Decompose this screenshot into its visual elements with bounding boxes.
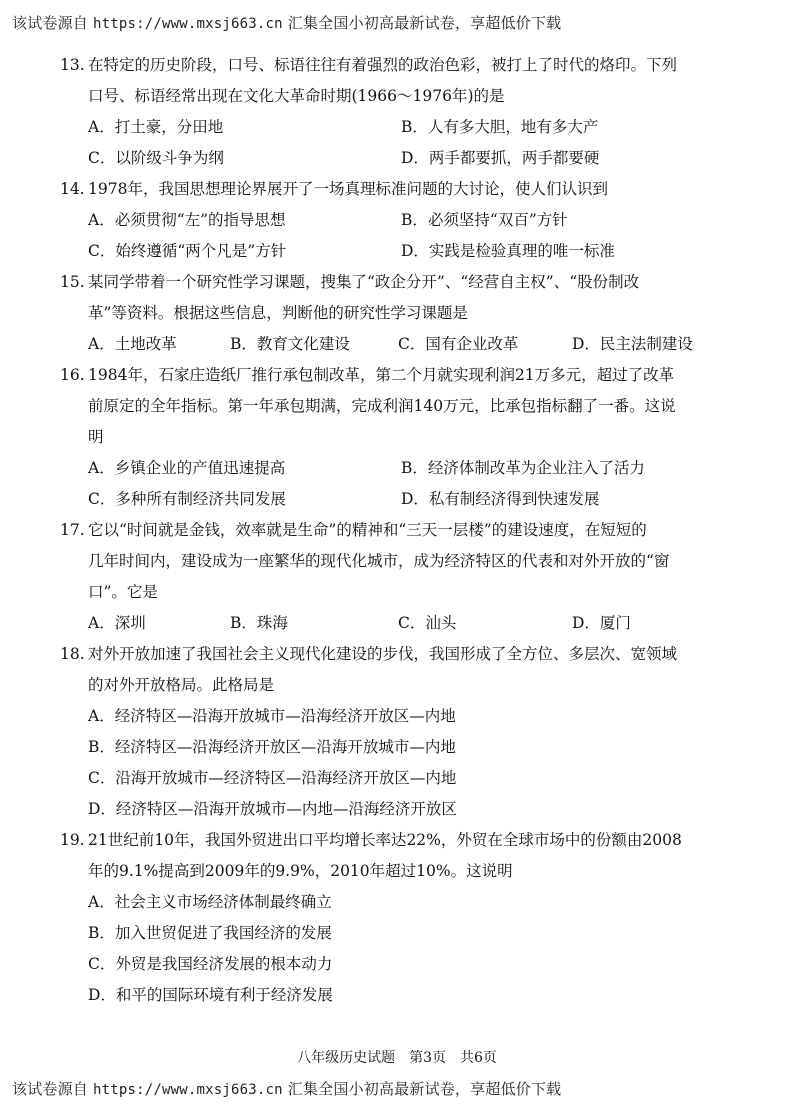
option-a[interactable]: A．土地改革 (88, 335, 177, 353)
question-stem: 19. 21世纪前10年，我国外贸进出口平均增长率达22%，外贸在全球市场中的份额由2008 (60, 825, 740, 856)
option-c[interactable]: C．汕头 (398, 614, 457, 632)
option-a[interactable]: A．乡镇企业的产值迅速提高 (88, 459, 286, 477)
question-stem-line: 的对外开放格局。此格局是 (88, 676, 275, 694)
question-stem: 17. 它以“时间就是金钱，效率就是生命”的精神和“三天一层楼”的建设速度，在短短的 (60, 515, 740, 546)
question-stem-line: 口号、标语经常出现在文化大革命时期(1966～1976年)的是 (88, 87, 505, 105)
option-group (60, 112, 740, 174)
question-stem-line: 口”。它是 (88, 583, 158, 601)
page-footer: 八年级历史试题 第3页 共6页 (297, 1050, 497, 1066)
question-number: 16. (60, 366, 85, 384)
option-group (60, 329, 740, 360)
option-c[interactable]: C．始终遵循“两个凡是”方针 (88, 242, 287, 260)
question-list (60, 50, 740, 1011)
option-b[interactable]: B．经济体制改革为企业注入了活力 (401, 459, 645, 477)
option-b[interactable]: B．人有多大胆，地有多大产 (401, 118, 599, 136)
option-a[interactable]: A．必须贯彻“左”的指导思想 (88, 211, 286, 229)
option-b[interactable]: B．加入世贸促进了我国经济的发展 (88, 924, 332, 942)
option-b[interactable]: B．经济特区—沿海经济开放区—沿海开放城市—内地 (88, 738, 456, 756)
question-13 (60, 50, 740, 174)
question-number: 15. (60, 273, 85, 291)
watermark-url[interactable]: https://www.mxsj663.cn (92, 16, 283, 32)
option-b[interactable]: B．必须坚持“双百”方针 (401, 211, 568, 229)
option-c[interactable]: C．国有企业改革 (398, 335, 519, 353)
option-a[interactable]: A．深圳 (88, 614, 146, 632)
question-number: 13. (60, 56, 85, 74)
question-stem-line: 年的9.1%提高到2009年的9.9%，2010年超过10%。这说明 (88, 862, 513, 880)
question-stem-line: 几年时间内，建设成为一座繁华的现代化城市，成为经济特区的代表和对外开放的“窗 (88, 552, 670, 570)
question-stem-line: 前原定的全年指标。第一年承包期满，完成利润140万元，比承包指标翻了一番。这说 (88, 397, 676, 415)
question-18 (60, 639, 740, 825)
question-14 (60, 174, 740, 267)
option-c[interactable]: C．沿海开放城市—经济特区—沿海经济开放区—内地 (88, 769, 457, 787)
option-d[interactable]: D．实践是检验真理的唯一标准 (401, 242, 615, 260)
question-15 (60, 267, 740, 360)
watermark-suffix: 汇集全国小初高最新试卷，享超低价下载 (282, 14, 562, 32)
option-b[interactable]: B．教育文化建设 (230, 335, 350, 353)
option-a[interactable]: A．打土豪，分田地 (88, 118, 224, 136)
question-stem-line: 革”等资料。根据这些信息，判断他的研究性学习课题是 (88, 304, 468, 322)
option-d[interactable]: D．民主法制建设 (572, 335, 693, 353)
option-d[interactable]: D．经济特区—沿海开放城市—内地—沿海经济开放区 (88, 800, 457, 818)
option-group (60, 205, 740, 267)
option-d[interactable]: D．私有制经济得到快速发展 (401, 490, 600, 508)
watermark-url[interactable]: https://www.mxsj663.cn (92, 1082, 283, 1098)
question-stem-line: 明 (88, 428, 104, 446)
question-stem: 13. 在特定的历史阶段，口号、标语往往有着强烈的政治色彩，被打上了时代的烙印。下列 (60, 50, 740, 81)
question-number: 14. (60, 180, 85, 198)
watermark-footer (12, 1078, 561, 1099)
question-stem: 16. 1984年，石家庄造纸厂推行承包制改革，第二个月就实现利润21万多元，超过了改革 (60, 360, 740, 391)
question-stem: 18. 对外开放加速了我国社会主义现代化建设的步伐，我国形成了全方位、多层次、宽领域 (60, 639, 740, 670)
option-c[interactable]: C．以阶级斗争为纲 (88, 149, 224, 167)
option-group (60, 608, 740, 639)
question-stem: 14. 1978年，我国思想理论界展开了一场真理标准问题的大讨论，使人们认识到 (60, 174, 740, 205)
question-17 (60, 515, 740, 639)
option-d[interactable]: D．和平的国际环境有利于经济发展 (88, 986, 333, 1004)
question-19 (60, 825, 740, 1011)
option-a[interactable]: A．经济特区—沿海开放城市—沿海经济开放区—内地 (88, 707, 456, 725)
option-a[interactable]: A．社会主义市场经济体制最终确立 (88, 893, 332, 911)
watermark-suffix: 汇集全国小初高最新试卷，享超低价下载 (282, 1080, 562, 1098)
watermark-prefix: 该试卷源自 (12, 14, 93, 32)
watermark-header (12, 12, 561, 33)
option-b[interactable]: B．珠海 (230, 614, 288, 632)
question-16 (60, 360, 740, 515)
question-number: 18. (60, 645, 85, 663)
watermark-prefix: 该试卷源自 (12, 1080, 93, 1098)
option-group (60, 453, 740, 515)
option-c[interactable]: C．多种所有制经济共同发展 (88, 490, 286, 508)
option-c[interactable]: C．外贸是我国经济发展的根本动力 (88, 955, 333, 973)
option-group (60, 701, 740, 825)
question-stem: 15. 某同学带着一个研究性学习课题，搜集了“政企分开”、“经营自主权”、“股份制改 (60, 267, 740, 298)
question-number: 17. (60, 521, 85, 539)
question-number: 19. (60, 831, 85, 849)
option-group (60, 887, 740, 1011)
option-d[interactable]: D．厦门 (572, 614, 631, 632)
option-d[interactable]: D．两手都要抓，两手都要硬 (401, 149, 600, 167)
